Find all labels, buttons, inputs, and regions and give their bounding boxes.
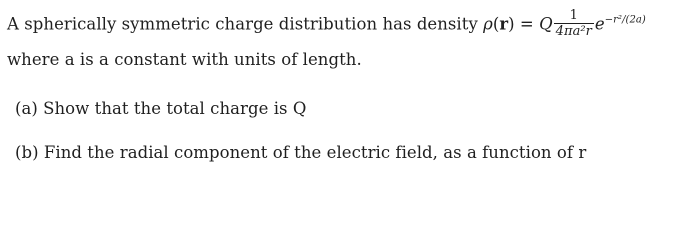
part-b: (b) Find the radial component of the electric field, as a function of r [15,143,587,162]
close-paren-equals: ) = [508,14,540,34]
part-a: (a) Show that the total charge is Q [15,99,307,118]
open-paren: ( [492,14,500,34]
rho-symbol: ρ [483,14,493,34]
exponential-e: e [594,14,605,34]
fraction-denominator: 4πa²r [555,24,592,39]
position-vector-r: r [499,14,509,34]
exponent: −r²/(2a) [604,14,646,26]
density-fraction [554,9,594,39]
problem-statement-line-1 [7,10,646,40]
statement-intro: A spherically symmetric charge distribution has density [7,14,484,34]
total-charge-Q: Q [539,14,553,34]
fraction-numerator: 1 [554,9,594,24]
problem-statement-line-2: where a is a constant with units of length. [7,50,362,69]
